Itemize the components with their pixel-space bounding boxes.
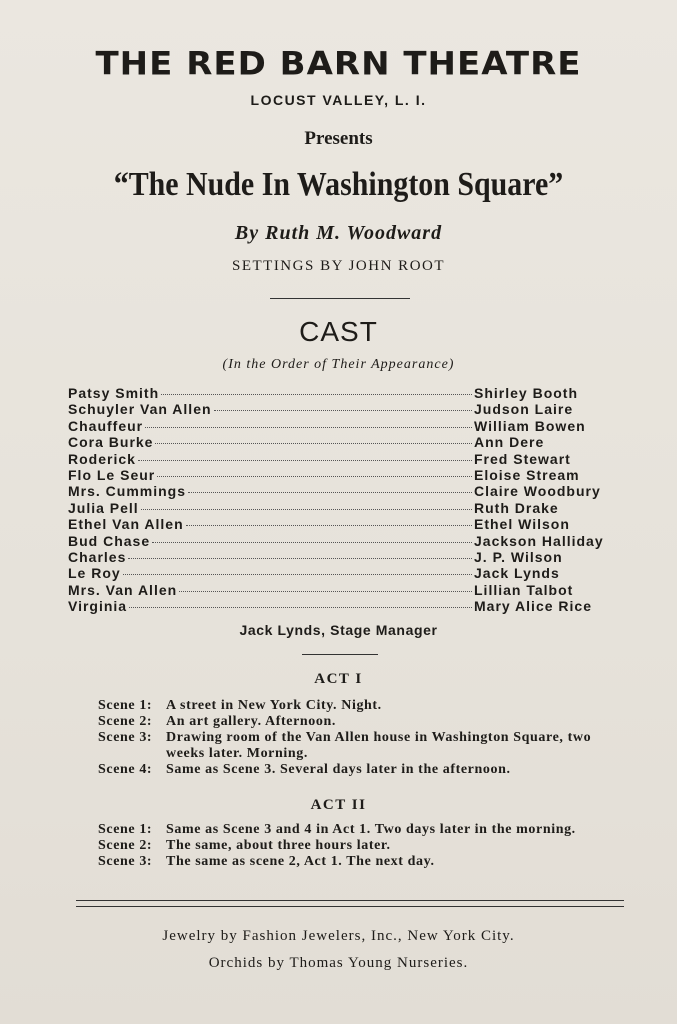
leader-dots: [155, 443, 472, 444]
leader-dots: [179, 591, 472, 592]
leader-dots: [157, 476, 472, 477]
cast-row: [68, 565, 616, 581]
cast-role: Julia Pell: [68, 499, 139, 516]
leader-dots: [214, 410, 472, 411]
cast-list: [68, 385, 616, 614]
cast-role: Schuyler Van Allen: [68, 401, 212, 418]
leader-dots: [128, 558, 472, 559]
leader-dots: [138, 460, 472, 461]
cast-actor: J. P. Wilson: [474, 548, 563, 565]
cast-role: Bud Chase: [68, 532, 151, 549]
leader-dots: [161, 394, 472, 395]
cast-row: [68, 598, 616, 614]
cast-actor: William Bowen: [474, 417, 586, 434]
scene-entry: [98, 730, 598, 762]
cast-role: Virginia: [68, 598, 128, 615]
cast-actor: Ann Dere: [474, 434, 545, 451]
cast-role: Roderick: [68, 450, 136, 467]
scene-description: An art gallery. Afternoon.: [166, 714, 336, 729]
scene-label: Scene 2:: [98, 714, 153, 729]
scene-entry: [98, 838, 598, 854]
cast-actor: Fred Stewart: [474, 450, 571, 467]
cast-role: Cora Burke: [68, 434, 154, 451]
play-title: “The Nude In Washington Square”: [113, 166, 564, 203]
scene-description: Same as Scene 3 and 4 in Act 1. Two days later in the morning.: [166, 822, 576, 837]
author-line: By Ruth M. Woodward: [234, 222, 443, 244]
leader-dots: [188, 492, 472, 493]
cast-role: Mrs. Cummings: [68, 483, 187, 500]
cast-actor: Ruth Drake: [474, 499, 559, 516]
scene-label: Scene 4:: [98, 762, 153, 777]
scene-label: Scene 1:: [98, 822, 153, 837]
cast-actor: Lillian Talbot: [474, 581, 574, 598]
divider-rule: [270, 298, 410, 299]
cast-actor: Jackson Halliday: [474, 532, 604, 549]
cast-role: Mrs. Van Allen: [68, 581, 178, 598]
cast-actor: Mary Alice Rice: [474, 598, 592, 615]
scene-label: Scene 3:: [98, 854, 153, 869]
leader-dots: [186, 525, 472, 526]
scene-entry: [98, 698, 598, 714]
theatre-name: THE RED BARN THEATRE: [95, 45, 582, 83]
cast-row: [68, 401, 616, 417]
act-2-scenes: [98, 822, 598, 870]
scene-description: The same, about three hours later.: [166, 838, 391, 853]
scene-entry: [98, 714, 598, 730]
cast-row: [68, 451, 616, 467]
cast-row: [68, 418, 616, 434]
leader-dots: [141, 509, 472, 510]
cast-role: Chauffeur: [68, 417, 144, 434]
leader-dots: [152, 542, 472, 543]
settings-credit: SETTINGS BY JOHN ROOT: [231, 258, 446, 274]
cast-subheading: (In the Order of Their Appearance): [222, 357, 455, 372]
cast-row: [68, 533, 616, 549]
cast-row: [68, 385, 616, 401]
scene-label: Scene 2:: [98, 838, 153, 853]
cast-row: [68, 516, 616, 532]
cast-row: [68, 467, 616, 483]
cast-role: Flo Le Seur: [68, 466, 156, 483]
cast-role: Patsy Smith: [68, 385, 160, 401]
cast-row: [68, 500, 616, 516]
scene-description: A street in New York City. Night.: [166, 698, 382, 713]
cast-row: [68, 549, 616, 565]
divider-rule: [302, 654, 378, 655]
act-2-heading: ACT II: [310, 797, 367, 813]
cast-actor: Claire Woodbury: [474, 483, 601, 500]
double-divider-rule: [76, 900, 624, 907]
scene-description: Drawing room of the Van Allen house in Washington Square, two weeks later. Morning.: [166, 730, 592, 761]
cast-actor: Eloise Stream: [474, 466, 580, 483]
leader-dots: [123, 574, 472, 575]
scene-description: The same as scene 2, Act 1. The next day.: [166, 854, 435, 869]
cast-actor: Shirley Booth: [474, 385, 579, 401]
presents-line: Presents: [304, 128, 373, 149]
leader-dots: [129, 607, 472, 608]
leader-dots: [145, 427, 472, 428]
scene-label: Scene 3:: [98, 730, 153, 745]
scene-entry: [98, 822, 598, 838]
cast-role: Charles: [68, 548, 127, 565]
cast-row: [68, 483, 616, 499]
cast-actor: Judson Laire: [474, 401, 574, 418]
cast-heading: CAST: [299, 316, 378, 347]
theatre-location: LOCUST VALLEY, L. I.: [250, 92, 427, 108]
cast-role: Le Roy: [68, 565, 121, 582]
cast-row: [68, 582, 616, 598]
act-1-heading: ACT I: [314, 671, 363, 687]
cast-actor: Ethel Wilson: [474, 516, 570, 533]
cast-row: [68, 434, 616, 450]
jewelry-credit: Jewelry by Fashion Jewelers, Inc., New York City.: [162, 928, 515, 944]
scene-label: Scene 1:: [98, 698, 153, 713]
scene-entry: [98, 762, 598, 778]
cast-actor: Jack Lynds: [474, 565, 560, 582]
orchids-credit: Orchids by Thomas Young Nurseries.: [208, 955, 469, 971]
cast-role: Ethel Van Allen: [68, 516, 184, 533]
act-1-scenes: [98, 698, 598, 778]
scene-description: Same as Scene 3. Several days later in the afternoon.: [166, 762, 511, 777]
scene-entry: [98, 854, 598, 870]
stage-manager-credit: Jack Lynds, Stage Manager: [239, 622, 438, 638]
